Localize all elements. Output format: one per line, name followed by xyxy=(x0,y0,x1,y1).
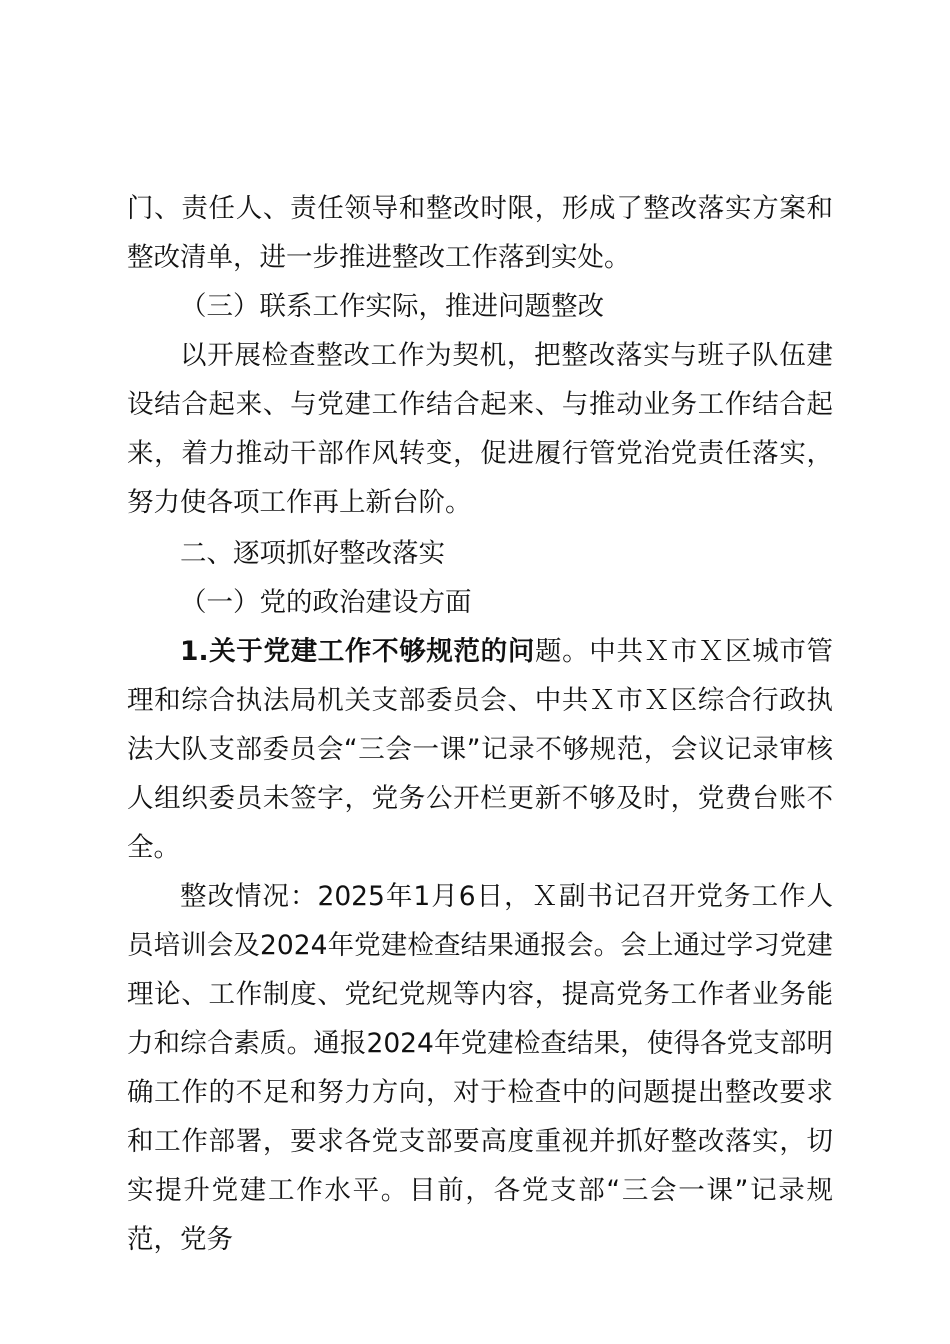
paragraph-body: 以开展检查整改工作为契机，把整改落实与班子队伍建设结合起来、与党建工作结合起来、与推动业务工作结合起来，着力推动干部作风转变，促进履行管党治党责任落实，努力使各项工作再上新台阶。 xyxy=(127,340,833,518)
rectification-paragraph: 整改情况：2025年1月6日，Ｘ副书记召开党务工作人员培训会及2024年党建检查结果通报会。会上通过学习党建理论、工作制度、党纪党规等内容，提高党务工作者业务能力和综合素质。通报2024年党建检查结果，使得各党支部明确工作的不足和努力方向，对于检查中的问题提出整改要求和工作部署，要求各党支部要高度重视并抓好整改落实，切实提升党建工作水平。目前，各党支部“三会一课”记录规范，党务 xyxy=(127,881,833,1255)
issue-text: 题。中共Ｘ市Ｘ区城市管理和综合执法局机关支部委员会、中共Ｘ市Ｘ区综合行政执法大队支部委员会“三会一课”记录不够规范，会议记录审核人组织委员未签字，党务公开栏更新不够及时，党费台账不全。 xyxy=(127,636,833,863)
subheading-three: （三）联系工作实际，推进问题整改 xyxy=(180,291,604,322)
issue-bold-lead: 1.关于党建工作不够规范的问 xyxy=(180,636,535,667)
section-heading-two: 二、逐项抓好整改落实 xyxy=(180,538,445,569)
document-page xyxy=(127,184,833,1264)
issue-paragraph xyxy=(127,627,833,872)
subheading-one: （一）党的政治建设方面 xyxy=(180,587,472,618)
paragraph-continuation: 门、责任人、责任领导和整改时限，形成了整改落实方案和整改清单，进一步推进整改工作落到实处。 xyxy=(127,193,833,273)
